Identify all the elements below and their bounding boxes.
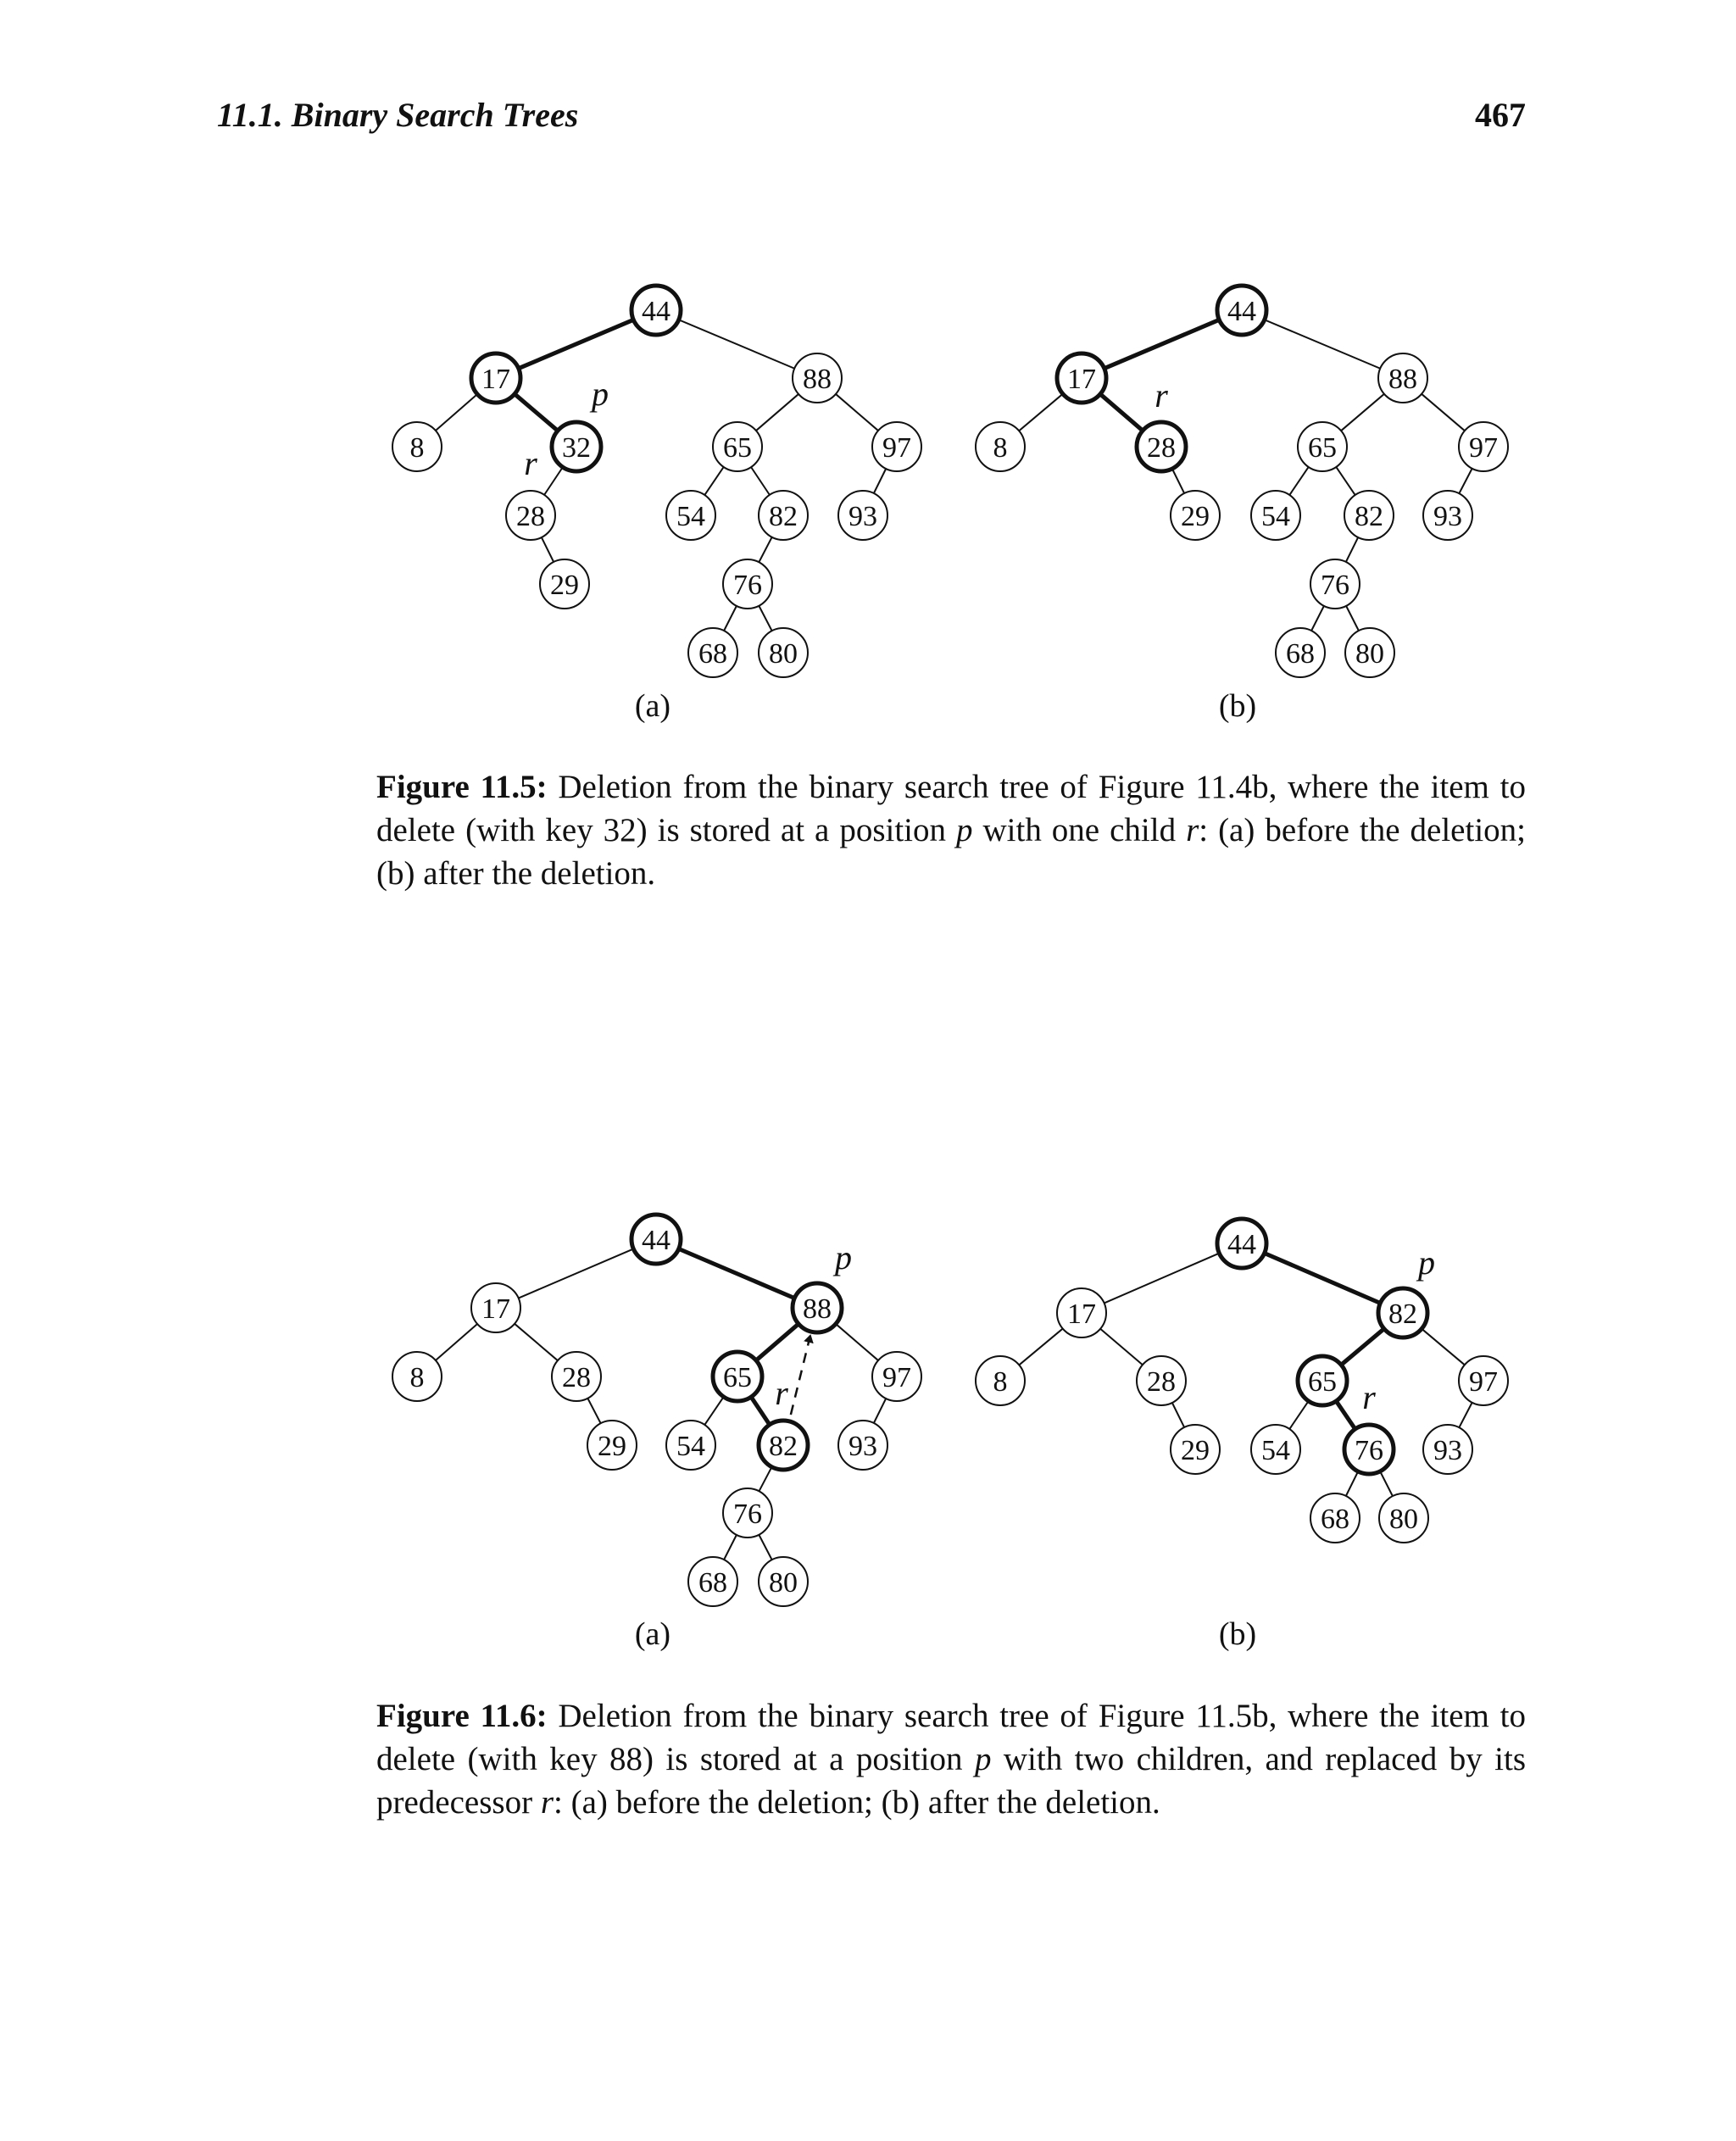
node-key: 80 bbox=[1355, 638, 1384, 670]
tree-edge bbox=[1422, 1329, 1465, 1365]
node-key: 80 bbox=[769, 1567, 798, 1599]
tree-edge bbox=[1265, 320, 1381, 368]
node-key: 97 bbox=[882, 432, 911, 464]
tree-edge bbox=[724, 606, 737, 631]
node-key: 54 bbox=[1261, 501, 1290, 532]
caption-symbol-r: r bbox=[1186, 812, 1199, 848]
tree-node bbox=[1217, 286, 1266, 335]
tree-node bbox=[540, 559, 589, 609]
node-key: 93 bbox=[1433, 501, 1462, 532]
tree-edge bbox=[874, 469, 886, 493]
node-key: 76 bbox=[733, 1499, 762, 1530]
tree-node bbox=[471, 353, 520, 403]
node-key: 28 bbox=[1147, 432, 1176, 464]
node-key: 93 bbox=[849, 501, 877, 532]
node-key: 17 bbox=[1067, 364, 1096, 395]
node-key: 88 bbox=[803, 364, 832, 395]
tree-node bbox=[1423, 1425, 1472, 1474]
tree-node bbox=[392, 1352, 442, 1401]
caption-symbol-r: r bbox=[540, 1784, 554, 1821]
tree-node bbox=[552, 422, 601, 471]
node-key: 80 bbox=[769, 638, 798, 670]
figure-label: Figure 11.5: bbox=[376, 769, 548, 805]
node-key: 76 bbox=[733, 570, 762, 601]
node-key: 29 bbox=[598, 1431, 626, 1462]
tree-edge bbox=[1380, 1471, 1393, 1496]
tree-edge bbox=[836, 394, 878, 431]
tree-edge bbox=[542, 537, 554, 562]
caption-text: : (a) before the deletion; (b) after the deletion. bbox=[376, 812, 1526, 892]
tree-node bbox=[1378, 1288, 1427, 1337]
node-key: 32 bbox=[562, 432, 591, 464]
node-key: 68 bbox=[698, 1567, 727, 1599]
tree-edge bbox=[1336, 1401, 1355, 1429]
predecessor-arrow bbox=[791, 1335, 810, 1415]
tree-node bbox=[1459, 422, 1508, 471]
node-key: 44 bbox=[1227, 296, 1256, 327]
tree-node bbox=[713, 1352, 762, 1401]
tree-edge bbox=[1422, 394, 1465, 431]
tree-node bbox=[976, 422, 1025, 471]
subfigure-label: (b) bbox=[1218, 1616, 1257, 1652]
node-key: 68 bbox=[1321, 1504, 1349, 1535]
node-key: 8 bbox=[993, 432, 1008, 464]
caption-text: with one child bbox=[972, 812, 1187, 848]
tree-edge bbox=[515, 1324, 558, 1360]
node-key: 28 bbox=[1147, 1366, 1176, 1398]
tree-edge bbox=[1289, 467, 1308, 495]
tree-node bbox=[1423, 491, 1472, 540]
node-key: 93 bbox=[1433, 1435, 1462, 1466]
tree-edge bbox=[587, 1399, 600, 1424]
tree-node bbox=[838, 491, 887, 540]
tree-node bbox=[872, 1352, 921, 1401]
figure-11-6-diagram bbox=[0, 1187, 1736, 1695]
tree-edge bbox=[1346, 537, 1358, 562]
caption-text: Deletion from the binary search tree of Figure 11.4b, where the item to delete (with key 32) is stored at a position bbox=[376, 769, 1526, 848]
tree-node bbox=[1344, 1425, 1394, 1474]
node-key: 97 bbox=[882, 1362, 911, 1393]
tree-edge bbox=[1289, 1401, 1308, 1429]
tree-edge bbox=[1336, 467, 1355, 495]
subfigure-label: (a) bbox=[634, 1616, 671, 1652]
caption-symbol-p: p bbox=[956, 812, 973, 848]
node-key: 93 bbox=[849, 1431, 877, 1462]
tree-node bbox=[632, 1215, 681, 1264]
subfigure-label: (a) bbox=[634, 688, 671, 724]
node-key: 82 bbox=[1388, 1299, 1417, 1330]
subfigure-label: (b) bbox=[1218, 688, 1257, 724]
tree-node bbox=[392, 422, 442, 471]
tree-node bbox=[976, 1356, 1025, 1405]
pointer-label-r: r bbox=[1155, 376, 1168, 414]
node-key: 17 bbox=[481, 364, 510, 395]
tree-edge bbox=[1104, 320, 1220, 368]
node-key: 76 bbox=[1355, 1435, 1383, 1466]
tree-node bbox=[1251, 491, 1300, 540]
node-key: 65 bbox=[723, 432, 752, 464]
tree-edge bbox=[1341, 394, 1384, 431]
tree-node bbox=[793, 353, 842, 403]
tree-edge bbox=[1019, 1329, 1062, 1365]
tree-node bbox=[1344, 491, 1394, 540]
tree-edge bbox=[759, 606, 771, 631]
tree-edge bbox=[1311, 606, 1324, 631]
tree-edge bbox=[1100, 1329, 1143, 1365]
pointer-label-r: r bbox=[1362, 1378, 1376, 1416]
tree-node bbox=[1298, 1356, 1347, 1405]
tree-node bbox=[713, 422, 762, 471]
tree-edge bbox=[436, 1324, 477, 1360]
node-key: 28 bbox=[562, 1362, 591, 1393]
tree-node bbox=[872, 422, 921, 471]
node-key: 65 bbox=[723, 1362, 752, 1393]
tree-edge bbox=[1172, 469, 1184, 493]
figure-label: Figure 11.6: bbox=[376, 1698, 548, 1734]
node-key: 80 bbox=[1389, 1504, 1418, 1535]
pointer-label-r: r bbox=[775, 1374, 788, 1412]
tree-node bbox=[1298, 422, 1347, 471]
node-key: 8 bbox=[409, 432, 425, 464]
tree-node bbox=[552, 1352, 601, 1401]
tree-node bbox=[759, 628, 808, 677]
figure-11-5-caption bbox=[376, 765, 1526, 895]
tree-edge bbox=[1104, 1254, 1220, 1304]
tree-edge bbox=[756, 394, 798, 431]
tree-node bbox=[1057, 1288, 1106, 1337]
node-key: 44 bbox=[642, 296, 670, 327]
tree-node bbox=[1310, 559, 1360, 609]
figure-11-5-panel-a bbox=[392, 286, 921, 724]
tree-edge bbox=[1265, 1253, 1381, 1303]
node-key: 82 bbox=[769, 501, 798, 532]
tree-node bbox=[666, 491, 715, 540]
tree-node bbox=[1378, 353, 1427, 403]
tree-node bbox=[1057, 353, 1106, 403]
node-key: 76 bbox=[1321, 570, 1349, 601]
node-key: 54 bbox=[676, 1431, 705, 1462]
section-title: 11.1. Binary Search Trees bbox=[217, 96, 579, 134]
tree-edge bbox=[519, 320, 634, 368]
tree-edge bbox=[1019, 394, 1063, 431]
node-key: 65 bbox=[1308, 432, 1337, 464]
node-key: 54 bbox=[676, 501, 705, 532]
tree-edge bbox=[436, 394, 477, 431]
caption-text: : (a) before the deletion; (b) after the deletion. bbox=[554, 1784, 1160, 1821]
tree-edge bbox=[679, 1248, 795, 1298]
tree-edge bbox=[1100, 394, 1143, 431]
tree-edge bbox=[544, 467, 563, 495]
node-key: 88 bbox=[1388, 364, 1417, 395]
node-key: 44 bbox=[642, 1225, 670, 1256]
tree-node bbox=[1137, 1356, 1186, 1405]
node-key: 17 bbox=[481, 1293, 510, 1325]
tree-node bbox=[688, 1557, 737, 1606]
caption-symbol-p: p bbox=[974, 1741, 992, 1777]
tree-node bbox=[1171, 1425, 1220, 1474]
tree-node bbox=[1137, 422, 1186, 471]
tree-edge bbox=[759, 1467, 771, 1492]
figure-11-6-panel-b bbox=[976, 1219, 1508, 1652]
tree-edge bbox=[1346, 1471, 1358, 1496]
tree-node bbox=[506, 491, 555, 540]
node-key: 54 bbox=[1261, 1435, 1290, 1466]
node-key: 17 bbox=[1067, 1299, 1096, 1330]
pointer-label-p: p bbox=[1418, 1243, 1435, 1282]
node-key: 29 bbox=[1181, 501, 1210, 532]
tree-node bbox=[1345, 628, 1394, 677]
figure-11-6-caption bbox=[376, 1694, 1526, 1824]
tree-edge bbox=[1459, 1403, 1472, 1428]
node-key: 65 bbox=[1308, 1366, 1337, 1398]
tree-node bbox=[1310, 1493, 1360, 1543]
tree-edge bbox=[836, 1324, 878, 1360]
node-key: 8 bbox=[993, 1366, 1008, 1398]
tree-node bbox=[1276, 628, 1325, 677]
node-key: 88 bbox=[803, 1293, 832, 1325]
tree-edge bbox=[759, 537, 771, 563]
tree-node bbox=[1379, 1493, 1428, 1543]
tree-node bbox=[688, 628, 737, 677]
node-key: 29 bbox=[550, 570, 579, 601]
node-key: 68 bbox=[698, 638, 727, 670]
tree-node bbox=[759, 1557, 808, 1606]
tree-node bbox=[759, 1421, 808, 1470]
node-key: 8 bbox=[409, 1362, 425, 1393]
tree-edge bbox=[519, 1248, 634, 1298]
tree-node bbox=[1217, 1219, 1266, 1268]
caption-text: Deletion from the binary search tree of Figure 11.5b, where the item to delete (with key 88) is stored at a position bbox=[376, 1698, 1526, 1777]
tree-node bbox=[1459, 1356, 1508, 1405]
pointer-label-p: p bbox=[592, 375, 609, 413]
tree-edge bbox=[751, 1397, 770, 1425]
node-key: 82 bbox=[1355, 501, 1383, 532]
tree-node bbox=[471, 1283, 520, 1332]
node-key: 44 bbox=[1227, 1229, 1256, 1260]
node-key: 29 bbox=[1181, 1435, 1210, 1466]
tree-node bbox=[723, 559, 772, 609]
node-key: 82 bbox=[769, 1431, 798, 1462]
tree-edge bbox=[1459, 469, 1472, 494]
tree-node bbox=[723, 1488, 772, 1538]
tree-edge bbox=[704, 467, 723, 495]
tree-edge bbox=[1346, 606, 1359, 631]
pointer-label-p: p bbox=[835, 1238, 852, 1276]
tree-edge bbox=[751, 467, 770, 495]
tree-node bbox=[759, 491, 808, 540]
tree-node bbox=[1171, 491, 1220, 540]
tree-edge bbox=[1341, 1329, 1384, 1365]
tree-node bbox=[838, 1421, 887, 1470]
tree-node bbox=[632, 286, 681, 335]
figure-11-5-diagram bbox=[0, 0, 1736, 763]
caption-text: with two children, and replaced by its predecessor bbox=[376, 1741, 1526, 1821]
figure-11-6-panel-a bbox=[392, 1215, 921, 1652]
tree-edge bbox=[874, 1399, 886, 1423]
node-key: 97 bbox=[1469, 1366, 1498, 1398]
tree-edge bbox=[679, 320, 795, 368]
tree-node bbox=[587, 1421, 637, 1470]
tree-edge bbox=[724, 1535, 737, 1560]
node-key: 28 bbox=[516, 501, 545, 532]
tree-node bbox=[666, 1421, 715, 1470]
node-key: 97 bbox=[1469, 432, 1498, 464]
tree-edge bbox=[1172, 1403, 1184, 1427]
tree-edge bbox=[515, 394, 558, 431]
tree-node bbox=[793, 1283, 842, 1332]
figure-11-5-panel-b bbox=[976, 286, 1508, 724]
node-key: 68 bbox=[1286, 638, 1315, 670]
pointer-label-r: r bbox=[524, 444, 537, 482]
tree-node bbox=[1251, 1425, 1300, 1474]
tree-edge bbox=[756, 1324, 798, 1360]
tree-edge bbox=[759, 1535, 771, 1560]
page-number: 467 bbox=[1475, 96, 1526, 134]
tree-edge bbox=[704, 1397, 723, 1425]
